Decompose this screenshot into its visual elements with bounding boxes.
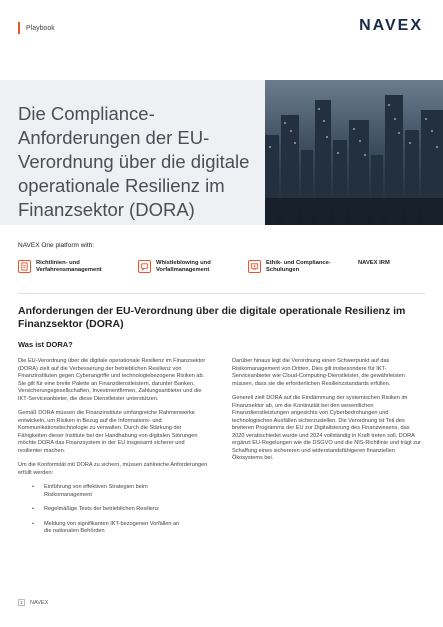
tag-label: Playbook bbox=[26, 24, 55, 32]
module-irm bbox=[358, 260, 438, 267]
divider bbox=[18, 293, 425, 294]
paragraph: Generell zielt DORA auf die Eindämmung der systemischen Risiken im Finanzsektor ab, um die Kontinuität bei den wesentlichen Finanzdienstleistungen angesichts von Cyberbedrohungen und technologischen Ausfällen sicherzustellen. Die Verordnung ist Teil des breiteren Programms der EU zur Digitalisierung des Finanzwesens, das 2020 verabschiedet wurde und 2024 vollständig in Kraft treten soll. DORA ergänzt EU-Regelungen wie die DSGVO und die NIS-Richtlinie und trägt zur Schaffung eines sichereren und widerstandsfähigeren finanziellen Ökosystems bei. bbox=[232, 395, 422, 461]
paragraph: Darüber hinaus legt die Verordnung einen Schwerpunkt auf das Risikomanagement von Dritten. Dies gilt insbesondere für IKT-Serviceanbieter wie Cloud-Computing-Dienstleister, die gewährleisten müssen, dass sie die erforderlichen Resilienzstandards erfüllen. bbox=[232, 358, 405, 387]
navex-logo: NAVEX bbox=[359, 17, 423, 34]
module-label: NAVEX IRM bbox=[358, 260, 390, 266]
document-icon bbox=[18, 260, 31, 273]
list-item: • Einführung von effektiven Strategien beim Risikomanagement bbox=[32, 484, 182, 499]
section-subtitle: Was ist DORA? bbox=[18, 340, 73, 349]
list-item: • Meldung von signifikanten IKT-bezogenen Vorfällen an die nationalen Behörden bbox=[32, 521, 182, 536]
chat-icon bbox=[138, 260, 151, 273]
hero-title: Die Compliance-Anforderungen der EU-Verordnung über die digitale operationale Resilienz im Finanzsektor (DORA) bbox=[18, 103, 250, 220]
module-label: Whistleblowing und Vorfallmanagement bbox=[156, 260, 211, 273]
top-bar bbox=[0, 0, 443, 60]
document-type-tag bbox=[18, 22, 55, 34]
platform-modules bbox=[18, 260, 428, 282]
tag-accent-bar bbox=[18, 22, 20, 34]
hero-banner bbox=[0, 80, 443, 225]
module-policy bbox=[18, 260, 116, 274]
city-skyline-image bbox=[265, 80, 443, 225]
paragraph: Gemäß DORA müssen die Finanzinstitute umfangreiche Rahmenwerke entwickeln, um Risiken in Bezug auf die Informations- und Kommunikationstechnologie zu verwalten. Durch die Stärkung der Fähigkeiten dieser Institute bei der Handhabung von digitalen Störungen möchte DORA das Finanzsystem in der EU insgesamt sicherer und resilienter machen. bbox=[18, 410, 198, 454]
left-column bbox=[18, 358, 208, 543]
training-icon bbox=[248, 260, 261, 273]
section-title: Anforderungen der EU-Verordnung über die digitale operationale Resilienz im Finanzsektor (DORA) bbox=[18, 305, 406, 330]
footer-brand: NAVEX bbox=[30, 599, 49, 606]
paragraph: Um die Konformität mit DORA zu sichern, müssen zahlreiche Anforderungen erfüllt werden: bbox=[18, 462, 208, 476]
requirements-list bbox=[32, 484, 208, 536]
module-label: Richtlinien- und Verfahrensmanagement bbox=[36, 260, 102, 273]
page-footer bbox=[18, 599, 48, 606]
module-label: Ethik- und Compliance-Schulungen bbox=[266, 260, 331, 273]
platform-label: NAVEX One platform with: bbox=[18, 242, 95, 249]
page-number: 1 bbox=[18, 599, 25, 606]
list-item: • Regelmäßige Tests der betrieblichen Resilienz bbox=[32, 506, 182, 514]
module-training bbox=[248, 260, 346, 274]
paragraph: Die EU-Verordnung über die digitale operationale Resilienz im Finanzsektor (DORA) zielt auf die Verbesserung der betrieblichen Resilienz von Finanzinstituten gegen Cyberangriffe und technologiebezogene Risiken ab. Sie gilt für eine breite Palette an Finanzdienstleistern, darunter Banken, Versicherungsgesellschaften, Investmentfirmen, Zahlungsanbieter und die IKT-Serviceanbieter, die diese Dienstleister unterstützen. bbox=[18, 358, 206, 402]
right-column bbox=[232, 358, 422, 470]
module-whistleblowing bbox=[138, 260, 236, 274]
